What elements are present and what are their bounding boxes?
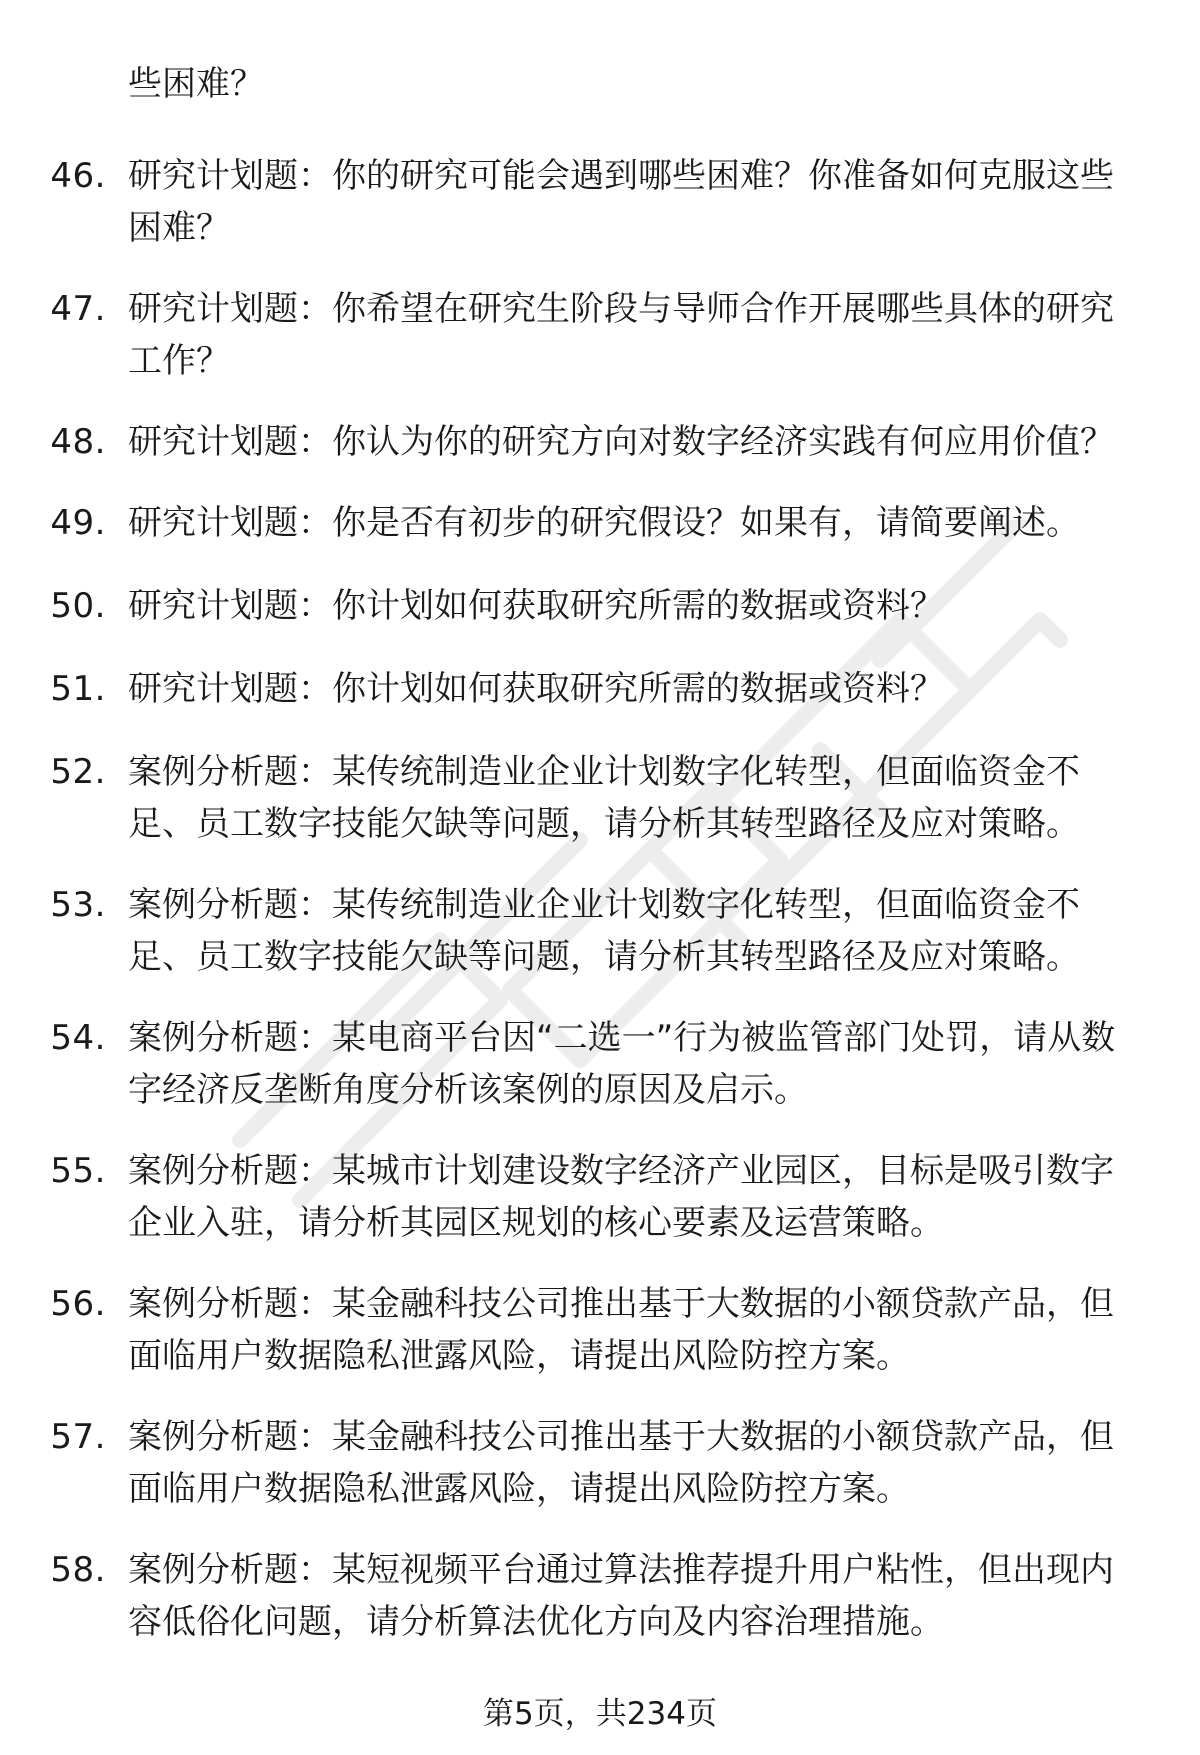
question-text: 案例分析题：某金融科技公司推出基于大数据的小额贷款产品，但面临用户数据隐私泄露风险，请提出风险防控方案。 xyxy=(128,1417,1114,1509)
question-number: 52. xyxy=(50,752,106,792)
question-item xyxy=(0,150,1200,254)
question-item xyxy=(0,416,1200,468)
question-item xyxy=(0,1012,1200,1116)
question-number: 50. xyxy=(50,586,106,626)
question-text: 案例分析题：某电商平台因“二选一”行为被监管部门处罚，请从数字经济反垄断角度分析该案例的原因及启示。 xyxy=(128,1018,1116,1110)
question-text: 研究计划题：你希望在研究生阶段与导师合作开展哪些具体的研究工作？ xyxy=(128,289,1114,381)
question-text: 研究计划题：你是否有初步的研究假设？如果有，请简要阐述。 xyxy=(128,503,1080,543)
question-text: 案例分析题：某短视频平台通过算法推荐提升用户粘性，但出现内容低俗化问题，请分析算法优化方向及内容治理措施。 xyxy=(128,1550,1114,1642)
question-number: 53. xyxy=(50,885,106,925)
question-item xyxy=(0,1411,1200,1515)
question-text: 研究计划题：你计划如何获取研究所需的数据或资料？ xyxy=(128,586,944,626)
question-item xyxy=(0,580,1200,632)
question-list xyxy=(0,150,1200,1677)
question-item xyxy=(0,497,1200,549)
question-number: 49. xyxy=(50,503,106,543)
question-number: 48. xyxy=(50,422,106,462)
question-number: 56. xyxy=(50,1284,106,1324)
question-text: 案例分析题：某城市计划建设数字经济产业园区，目标是吸引数字企业入驻，请分析其园区规划的核心要素及运营策略。 xyxy=(128,1151,1114,1243)
question-text: 研究计划题：你计划如何获取研究所需的数据或资料？ xyxy=(128,669,944,709)
continuation-text: 些困难？ xyxy=(128,64,264,104)
question-number: 46. xyxy=(50,156,106,196)
question-item xyxy=(0,879,1200,983)
question-number: 57. xyxy=(50,1417,106,1457)
question-text: 案例分析题：某金融科技公司推出基于大数据的小额贷款产品，但面临用户数据隐私泄露风险，请提出风险防控方案。 xyxy=(128,1284,1114,1376)
question-number: 55. xyxy=(50,1151,106,1191)
question-text: 案例分析题：某传统制造业企业计划数字化转型，但面临资金不足、员工数字技能欠缺等问题，请分析其转型路径及应对策略。 xyxy=(128,885,1080,977)
question-item xyxy=(0,1544,1200,1648)
question-item xyxy=(0,746,1200,850)
question-item xyxy=(0,283,1200,387)
question-text: 研究计划题：你认为你的研究方向对数字经济实践有何应用价值？ xyxy=(128,422,1114,462)
question-number: 58. xyxy=(50,1550,106,1590)
question-number: 51. xyxy=(50,669,106,709)
question-number: 47. xyxy=(50,289,106,329)
question-item xyxy=(0,663,1200,715)
question-text: 研究计划题：你的研究可能会遇到哪些困难？你准备如何克服这些困难？ xyxy=(128,156,1114,248)
question-item xyxy=(0,1145,1200,1249)
question-text: 案例分析题：某传统制造业企业计划数字化转型，但面临资金不足、员工数字技能欠缺等问题，请分析其转型路径及应对策略。 xyxy=(128,752,1080,844)
question-item xyxy=(0,1278,1200,1382)
page-footer: 第5页，共234页 xyxy=(483,1696,717,1732)
question-number: 54. xyxy=(50,1018,106,1058)
